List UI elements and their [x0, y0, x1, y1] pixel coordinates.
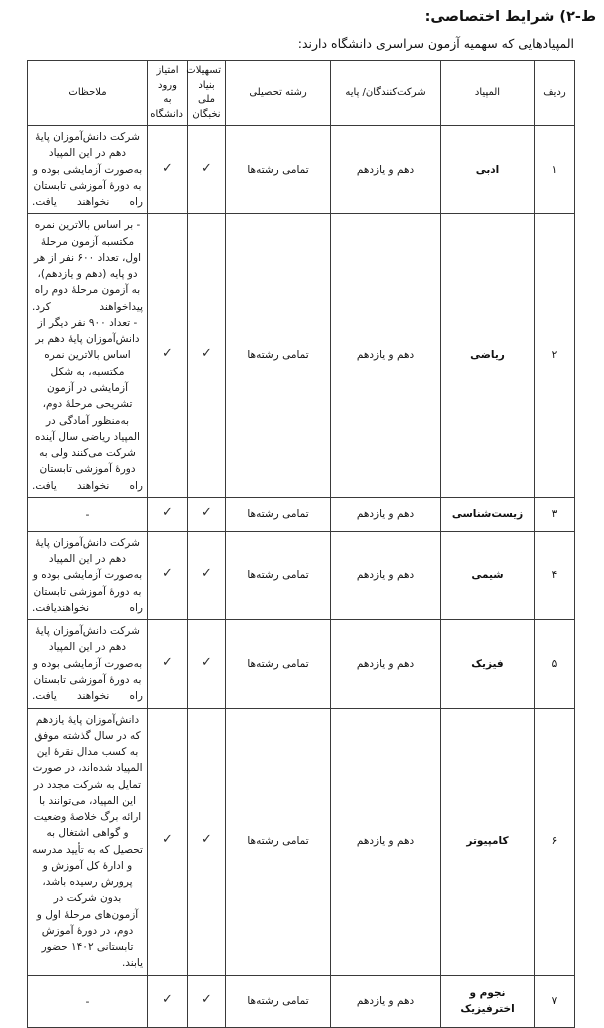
check-icon: ✓ — [201, 160, 212, 176]
cell-participants: دهم و یازدهم — [331, 531, 441, 619]
cell-participants: دهم و یازدهم — [331, 497, 441, 531]
cell-remarks: شرکت دانش‌آموزان پایهٔ دهم در این المپیاد به‌صورت آزمایشی بوده و به دورهٔ آموزشی تابستان راه نخواهندیافت. — [28, 531, 148, 619]
cell-radif: ۶ — [535, 708, 575, 975]
cell-field: تمامی رشته‌ها — [226, 214, 331, 498]
cell-olympiad: ریاضی — [441, 214, 535, 498]
olympiad-table — [27, 60, 575, 1028]
table-body — [28, 126, 575, 1028]
cell-remarks: - — [28, 497, 148, 531]
check-icon: ✓ — [201, 992, 212, 1008]
cell-participants: دهم و یازدهم — [331, 975, 441, 1027]
cell-olympiad: شیمی — [441, 531, 535, 619]
cell-radif: ۷ — [535, 975, 575, 1027]
table-row — [28, 497, 575, 531]
check-icon: ✓ — [201, 566, 212, 582]
cell-university-check — [148, 620, 188, 708]
cell-university-check — [148, 531, 188, 619]
column-header-nokhbegan — [188, 61, 226, 126]
cell-participants: دهم و یازدهم — [331, 620, 441, 708]
check-icon: ✓ — [201, 505, 212, 521]
cell-radif: ۲ — [535, 214, 575, 498]
check-icon: ✓ — [201, 832, 212, 848]
cell-remarks: شرکت دانش‌آموزان پایهٔ دهم در این المپیاد به‌صورت آزمایشی بوده و به دورهٔ آموزشی تابستان راه نخواهند یافت. — [28, 620, 148, 708]
column-header-field: رشته تحصیلی — [226, 61, 331, 126]
cell-nokhbegan-check — [188, 975, 226, 1027]
check-icon: ✓ — [162, 832, 173, 848]
cell-field: تمامی رشته‌ها — [226, 708, 331, 975]
cell-university-check — [148, 126, 188, 214]
cell-participants: دهم و یازدهم — [331, 708, 441, 975]
cell-university-check — [148, 214, 188, 498]
cell-nokhbegan-check — [188, 708, 226, 975]
column-header-nokhbegan-line2: بنیاد ملی — [197, 79, 215, 105]
cell-radif: ۱ — [535, 126, 575, 214]
check-icon: ✓ — [162, 346, 173, 362]
cell-field: تمامی رشته‌ها — [226, 531, 331, 619]
cell-olympiad: فیزیک — [441, 620, 535, 708]
cell-participants: دهم و یازدهم — [331, 126, 441, 214]
column-header-university-line1: امتیاز ورود — [156, 65, 179, 91]
cell-field: تمامی رشته‌ها — [226, 126, 331, 214]
column-header-nokhbegan-line1: تسهیلات — [186, 65, 221, 76]
check-icon: ✓ — [162, 992, 173, 1008]
cell-remarks: - — [28, 975, 148, 1027]
cell-field: تمامی رشته‌ها — [226, 620, 331, 708]
cell-field: تمامی رشته‌ها — [226, 975, 331, 1027]
cell-olympiad: ادبی — [441, 126, 535, 214]
cell-nokhbegan-check — [188, 531, 226, 619]
table-header-row — [28, 61, 575, 126]
cell-university-check — [148, 497, 188, 531]
check-icon: ✓ — [162, 654, 173, 670]
column-header-participants: شرکت‌کنندگان/ پایه — [331, 61, 441, 126]
page-subtitle: المپیادهایی که سهمیه آزمون سراسری دانشگاه دارند: — [297, 36, 574, 51]
cell-remarks: شرکت دانش‌آموزان پایهٔ دهم در این المپیاد به‌صورت آزمایشی بوده و به دورهٔ آموزشی تابستان راه نخواهند یافت. — [28, 126, 148, 214]
cell-radif: ۵ — [535, 620, 575, 708]
cell-olympiad: نجوم و اخترفیزیک — [441, 975, 535, 1027]
cell-nokhbegan-check — [188, 497, 226, 531]
cell-radif: ۳ — [535, 497, 575, 531]
cell-remarks-paragraph: - بر اساس بالاترین نمره مکتسبه آزمون مرحلهٔ اول، تعداد ۶۰۰ نفر از هر دو پایه (دهم و یازدهم)، به آزمون مرحلهٔ دوم راه پیداخواهند کرد. — [32, 219, 143, 313]
column-header-nokhbegan-line3: نخبگان — [192, 108, 221, 120]
cell-nokhbegan-check — [188, 214, 226, 498]
cell-remarks: دانش‌آموزان پایهٔ یازدهم که در سال گذشته موفق به کسب مدال نقرهٔ این المپیاد شده‌اند، در صورت تمایل به شرکت مجدد در این المپیاد، می‌توانند با ارائه برگ خلاصهٔ وضعیت و گواهی اشتغال به تحصیل که به تأیید مدرسه و ادارهٔ کل آموزش و پرورش رسیده باشد، بدون شرکت در آزمون‌های مرحلهٔ اول و دوم، در دورهٔ آموزش تابستانی ۱۴۰۲ حضور یابند. — [28, 708, 148, 975]
cell-radif: ۴ — [535, 531, 575, 619]
cell-olympiad: زیست‌شناسی — [441, 497, 535, 531]
olympiad-table-container — [28, 60, 575, 1028]
cell-field: تمامی رشته‌ها — [226, 497, 331, 531]
table-row — [28, 708, 575, 975]
column-header-remarks: ملاحظات — [28, 61, 148, 126]
cell-remarks-paragraph: - تعداد ۹۰۰ نفر دیگر از دانش‌آموزان پایهٔ دهم بر اساس بالاترین نمره مکتسبه، به شکل آزمایشی در آزمون تشریحی مرحلهٔ دوم، به‌منظور آمادگی در المپیاد ریاضی سال آینده شرکت می‌کنند ولی به دورهٔ آموزشی تابستان راه نخواهند یافت. — [32, 316, 143, 492]
table-header — [28, 61, 575, 126]
check-icon: ✓ — [162, 566, 173, 582]
column-header-olympiad: المپیاد — [441, 61, 535, 126]
table-row — [28, 214, 575, 498]
page-title: ط-۲) شرایط اختصاصی: — [424, 9, 596, 25]
cell-participants: دهم و یازدهم — [331, 214, 441, 498]
cell-university-check — [148, 975, 188, 1027]
table-row — [28, 975, 575, 1027]
check-icon: ✓ — [201, 654, 212, 670]
cell-university-check — [148, 708, 188, 975]
check-icon: ✓ — [162, 160, 173, 176]
check-icon: ✓ — [201, 346, 212, 362]
column-header-university — [148, 61, 188, 126]
column-header-university-line2: به دانشگاه — [150, 94, 183, 120]
cell-nokhbegan-check — [188, 126, 226, 214]
column-header-radif: ردیف — [535, 61, 575, 126]
table-row — [28, 531, 575, 619]
table-row — [28, 620, 575, 708]
cell-nokhbegan-check — [188, 620, 226, 708]
check-icon: ✓ — [162, 505, 173, 521]
cell-olympiad: کامپیوتر — [441, 708, 535, 975]
table-row — [28, 126, 575, 214]
cell-remarks — [28, 214, 148, 498]
